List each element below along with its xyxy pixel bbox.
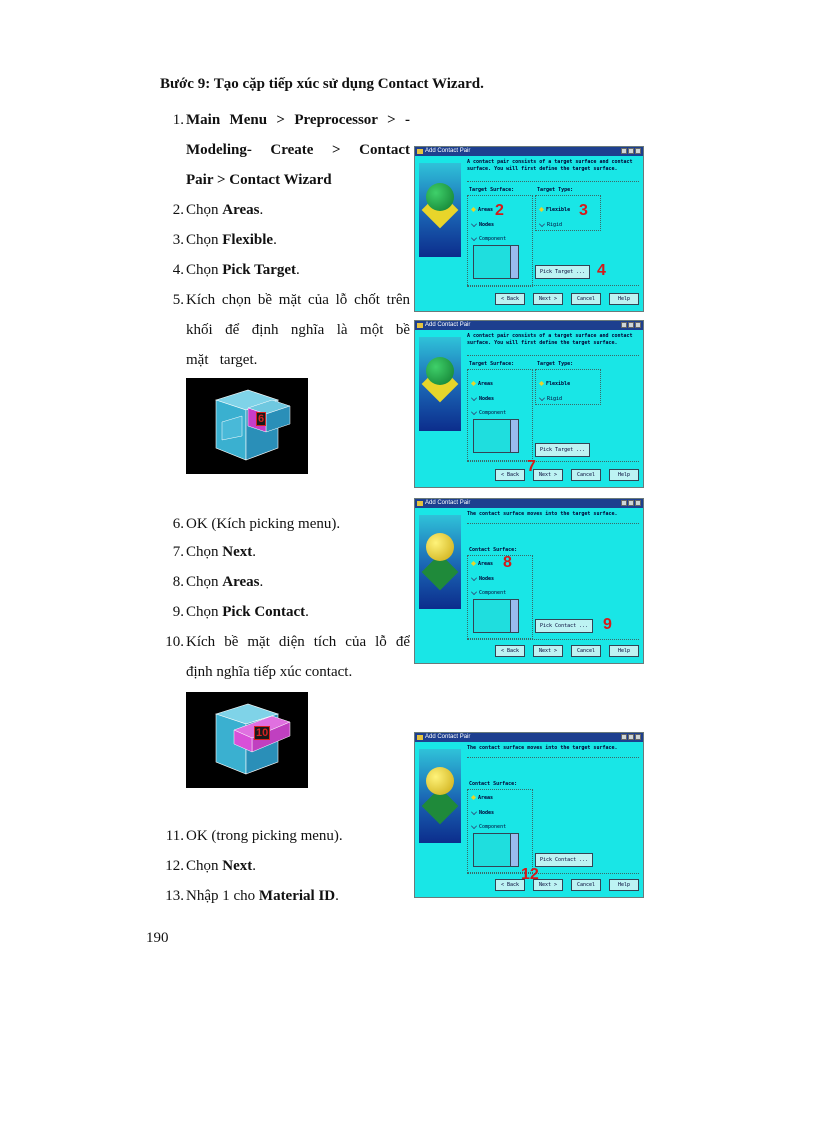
step-text: Nhập 1 cho xyxy=(186,888,259,904)
radio-areas[interactable] xyxy=(471,561,493,568)
separator xyxy=(467,873,639,874)
radio-label: Areas xyxy=(478,207,494,213)
component-listbox[interactable] xyxy=(473,833,519,867)
radio-areas[interactable] xyxy=(471,795,493,802)
app-icon xyxy=(417,323,423,328)
radio-component[interactable] xyxy=(471,589,506,597)
step-text: Chọn xyxy=(186,858,223,874)
radio-selected-icon xyxy=(471,561,476,566)
step-5-line-2: khối để định nghĩa là một bề xyxy=(186,322,410,338)
step-number: 6. xyxy=(172,516,184,532)
component-listbox[interactable] xyxy=(473,419,519,453)
radio-label: Nodes xyxy=(479,576,495,582)
component-listbox[interactable] xyxy=(473,245,519,279)
step-text: . xyxy=(259,574,264,590)
callout-marker: 7 xyxy=(527,458,536,475)
step-text: . xyxy=(252,544,257,560)
close-icon[interactable] xyxy=(635,148,641,154)
close-icon[interactable] xyxy=(635,500,641,506)
cancel-button[interactable]: Cancel xyxy=(571,645,601,657)
radio-nodes[interactable] xyxy=(471,809,494,817)
block-model-graphic xyxy=(186,692,308,788)
radio-label: Component xyxy=(479,410,507,416)
radio-label: Rigid xyxy=(547,222,563,228)
radio-label: Component xyxy=(479,590,507,596)
step-text: OK (trong picking menu). xyxy=(186,828,343,844)
help-button[interactable]: Help xyxy=(609,645,639,657)
step-text: . xyxy=(259,202,264,218)
add-contact-pair-dialog-contact xyxy=(414,498,644,664)
radio-rigid[interactable] xyxy=(539,395,562,403)
step-number: 3. xyxy=(172,232,184,248)
step-keyword: Pick Contact xyxy=(222,604,306,620)
callout-badge: 10 xyxy=(256,727,269,739)
scrollbar[interactable] xyxy=(510,600,518,632)
step-text: . xyxy=(305,604,309,620)
radio-icon xyxy=(471,395,477,401)
maximize-icon[interactable] xyxy=(628,734,634,740)
radio-component[interactable] xyxy=(471,823,506,831)
add-contact-pair-dialog-contact-next xyxy=(414,732,644,898)
app-icon xyxy=(417,501,423,506)
radio-component[interactable] xyxy=(471,409,506,417)
step-text: . xyxy=(296,262,300,278)
wizard-side-graphic xyxy=(419,337,461,431)
radio-icon xyxy=(471,809,477,815)
cancel-button[interactable]: Cancel xyxy=(571,469,601,481)
next-button[interactable]: Next > xyxy=(533,645,563,657)
green-sphere xyxy=(426,357,454,385)
step-number: 2. xyxy=(172,202,184,218)
step-keyword: Next xyxy=(222,544,253,560)
step-keyword: Areas xyxy=(222,202,260,218)
step-keyword: Next xyxy=(222,858,253,874)
radio-icon xyxy=(471,823,477,829)
callout-marker: 9 xyxy=(603,616,612,633)
scrollbar[interactable] xyxy=(510,834,518,866)
radio-component[interactable] xyxy=(471,235,506,243)
step-text: . xyxy=(273,232,277,248)
step-number: 12. xyxy=(165,858,184,874)
separator xyxy=(467,355,639,356)
dialog-titlebar xyxy=(415,733,643,742)
page-number: 190 xyxy=(146,930,169,946)
help-button[interactable]: Help xyxy=(609,469,639,481)
step-text: . xyxy=(335,888,339,904)
step-1-line-2: Modeling- Create > Contact xyxy=(186,142,410,158)
radio-areas[interactable] xyxy=(471,207,493,214)
radio-flexible[interactable] xyxy=(539,381,570,388)
dialog-titlebar xyxy=(415,321,643,330)
next-button[interactable]: Next > xyxy=(533,879,563,891)
step-text: Chọn xyxy=(186,574,223,590)
step-text: Chọn xyxy=(186,202,223,218)
dialog-title: Add Contact Pair xyxy=(425,322,471,328)
radio-label: Areas xyxy=(478,795,494,801)
wizard-side-graphic xyxy=(419,163,461,257)
dialog-intro-text: The contact surface moves into the target surface. xyxy=(467,745,618,751)
radio-areas[interactable] xyxy=(471,381,493,388)
step-text: . xyxy=(252,858,257,874)
radio-rigid[interactable] xyxy=(539,221,562,229)
separator xyxy=(467,461,639,462)
back-button[interactable]: < Back xyxy=(495,645,525,657)
callout-marker: 4 xyxy=(597,262,606,279)
minimize-icon[interactable] xyxy=(621,322,627,328)
wizard-button-row xyxy=(495,293,639,305)
callout-marker: 2 xyxy=(495,202,504,219)
step-text: Chọn xyxy=(186,232,223,248)
step-keyword: Material ID xyxy=(258,888,336,904)
radio-selected-icon xyxy=(471,795,476,800)
step-number: 7. xyxy=(172,544,184,560)
app-icon xyxy=(417,149,423,154)
dialog-intro-text: A contact pair consists of a target surface and contact surface. You will first define the target surface. xyxy=(467,159,633,172)
radio-label: Component xyxy=(479,236,507,242)
block-model-graphic xyxy=(186,378,308,474)
model-image-contact xyxy=(186,692,308,788)
back-button[interactable]: < Back xyxy=(495,879,525,891)
radio-label: Component xyxy=(479,824,507,830)
model-image-target xyxy=(186,378,308,474)
radio-icon xyxy=(539,395,545,401)
radio-label: Nodes xyxy=(479,222,495,228)
wizard-button-row xyxy=(495,879,639,891)
contact-surface-label: Contact Surface: xyxy=(469,547,518,553)
pick-target-button[interactable]: Pick Target ... xyxy=(535,443,590,457)
pick-target-button[interactable]: Pick Target ... xyxy=(535,265,590,279)
dialog-intro-text: A contact pair consists of a target surface and contact surface. You will first define the target surface. xyxy=(467,333,633,346)
separator xyxy=(467,285,639,286)
separator xyxy=(467,757,639,758)
radio-icon xyxy=(471,221,477,227)
step-number: 9. xyxy=(172,604,184,620)
separator xyxy=(467,181,639,182)
green-sphere xyxy=(426,183,454,211)
dialog-titlebar xyxy=(415,147,643,156)
radio-flexible[interactable] xyxy=(539,207,570,214)
radio-selected-icon xyxy=(471,381,476,386)
step-number: 8. xyxy=(172,574,184,590)
scrollbar[interactable] xyxy=(510,420,518,452)
radio-icon xyxy=(471,589,477,595)
radio-label: Areas xyxy=(478,561,494,567)
add-contact-pair-dialog-target xyxy=(414,146,644,312)
contact-surface-label: Contact Surface: xyxy=(469,781,518,787)
radio-label: Areas xyxy=(478,381,494,387)
next-button[interactable]: Next > xyxy=(533,293,563,305)
step-number: 5. xyxy=(172,292,184,308)
yellow-sphere xyxy=(426,767,454,795)
section-heading: Bước 9: Tạo cặp tiếp xúc sử dụng Contact Wizard. xyxy=(160,76,484,92)
target-surface-label: Target Surface: xyxy=(469,187,515,193)
step-5-line-3: mặt target. xyxy=(186,352,258,368)
step-keyword: Areas xyxy=(222,574,260,590)
step-1-line-1: Main Menu > Preprocessor > - xyxy=(186,112,410,128)
next-button[interactable]: Next > xyxy=(533,469,563,481)
step-number: 13. xyxy=(165,888,184,904)
step-number: 10. xyxy=(165,634,184,650)
step-text: OK (Kích picking menu). xyxy=(186,516,341,532)
wizard-button-row xyxy=(495,469,639,481)
maximize-icon[interactable] xyxy=(628,322,634,328)
back-button[interactable]: < Back xyxy=(495,293,525,305)
step-number: 1. xyxy=(172,112,184,128)
wizard-button-row xyxy=(495,645,639,657)
radio-icon xyxy=(539,221,545,227)
step-text: Chọn xyxy=(186,262,223,278)
radio-selected-icon xyxy=(539,381,544,386)
radio-label: Nodes xyxy=(479,396,495,402)
minimize-icon[interactable] xyxy=(621,148,627,154)
separator xyxy=(467,523,639,524)
step-text: Chọn xyxy=(186,604,223,620)
cancel-button[interactable]: Cancel xyxy=(571,879,601,891)
radio-label: Flexible xyxy=(546,207,571,213)
callout-badge: 6 xyxy=(258,413,265,425)
radio-nodes[interactable] xyxy=(471,395,494,403)
separator xyxy=(467,639,639,640)
maximize-icon[interactable] xyxy=(628,500,634,506)
close-icon[interactable] xyxy=(635,734,641,740)
step-5-line-1: Kích chọn bề mặt của lỗ chốt trên xyxy=(186,292,410,308)
radio-icon xyxy=(471,409,477,415)
dialog-title: Add Contact Pair xyxy=(425,500,471,506)
dialog-titlebar xyxy=(415,499,643,508)
radio-selected-icon xyxy=(539,207,544,212)
step-text: Chọn xyxy=(186,544,223,560)
radio-nodes[interactable] xyxy=(471,575,494,583)
wizard-side-graphic xyxy=(419,515,461,609)
wizard-side-graphic xyxy=(419,749,461,843)
yellow-sphere xyxy=(426,533,454,561)
radio-label: Nodes xyxy=(479,810,495,816)
dialog-intro-text: The contact surface moves into the target surface. xyxy=(467,511,618,517)
minimize-icon[interactable] xyxy=(621,734,627,740)
pick-contact-button[interactable]: Pick Contact ... xyxy=(535,853,593,867)
step-1-line-3: Pair > Contact Wizard xyxy=(186,172,332,188)
step-10-line-2: định nghĩa tiếp xúc contact. xyxy=(186,664,353,680)
help-button[interactable]: Help xyxy=(609,879,639,891)
step-number: 11. xyxy=(165,828,184,844)
callout-marker: 8 xyxy=(503,554,512,571)
target-type-label: Target Type: xyxy=(537,361,574,367)
target-surface-label: Target Surface: xyxy=(469,361,515,367)
radio-selected-icon xyxy=(471,207,476,212)
back-button[interactable]: < Back xyxy=(495,469,525,481)
scrollbar[interactable] xyxy=(510,246,518,278)
callout-marker: 3 xyxy=(579,202,588,219)
dialog-title: Add Contact Pair xyxy=(425,148,471,154)
step-keyword: Pick Target xyxy=(222,262,297,278)
cancel-button[interactable]: Cancel xyxy=(571,293,601,305)
help-button[interactable]: Help xyxy=(609,293,639,305)
pick-contact-button[interactable]: Pick Contact ... xyxy=(535,619,593,633)
component-listbox[interactable] xyxy=(473,599,519,633)
app-icon xyxy=(417,735,423,740)
minimize-icon[interactable] xyxy=(621,500,627,506)
step-keyword: Flexible xyxy=(222,232,274,248)
radio-nodes[interactable] xyxy=(471,221,494,229)
callout-marker: 12 xyxy=(521,866,539,883)
radio-icon xyxy=(471,575,477,581)
radio-icon xyxy=(471,235,477,241)
target-type-label: Target Type: xyxy=(537,187,574,193)
maximize-icon[interactable] xyxy=(628,148,634,154)
close-icon[interactable] xyxy=(635,322,641,328)
radio-label: Flexible xyxy=(546,381,571,387)
step-10-line-1: Kích bề mặt diện tích của lỗ để xyxy=(186,634,410,650)
radio-label: Rigid xyxy=(547,396,563,402)
step-number: 4. xyxy=(172,262,184,278)
dialog-title: Add Contact Pair xyxy=(425,734,471,740)
add-contact-pair-dialog-target-next xyxy=(414,320,644,488)
